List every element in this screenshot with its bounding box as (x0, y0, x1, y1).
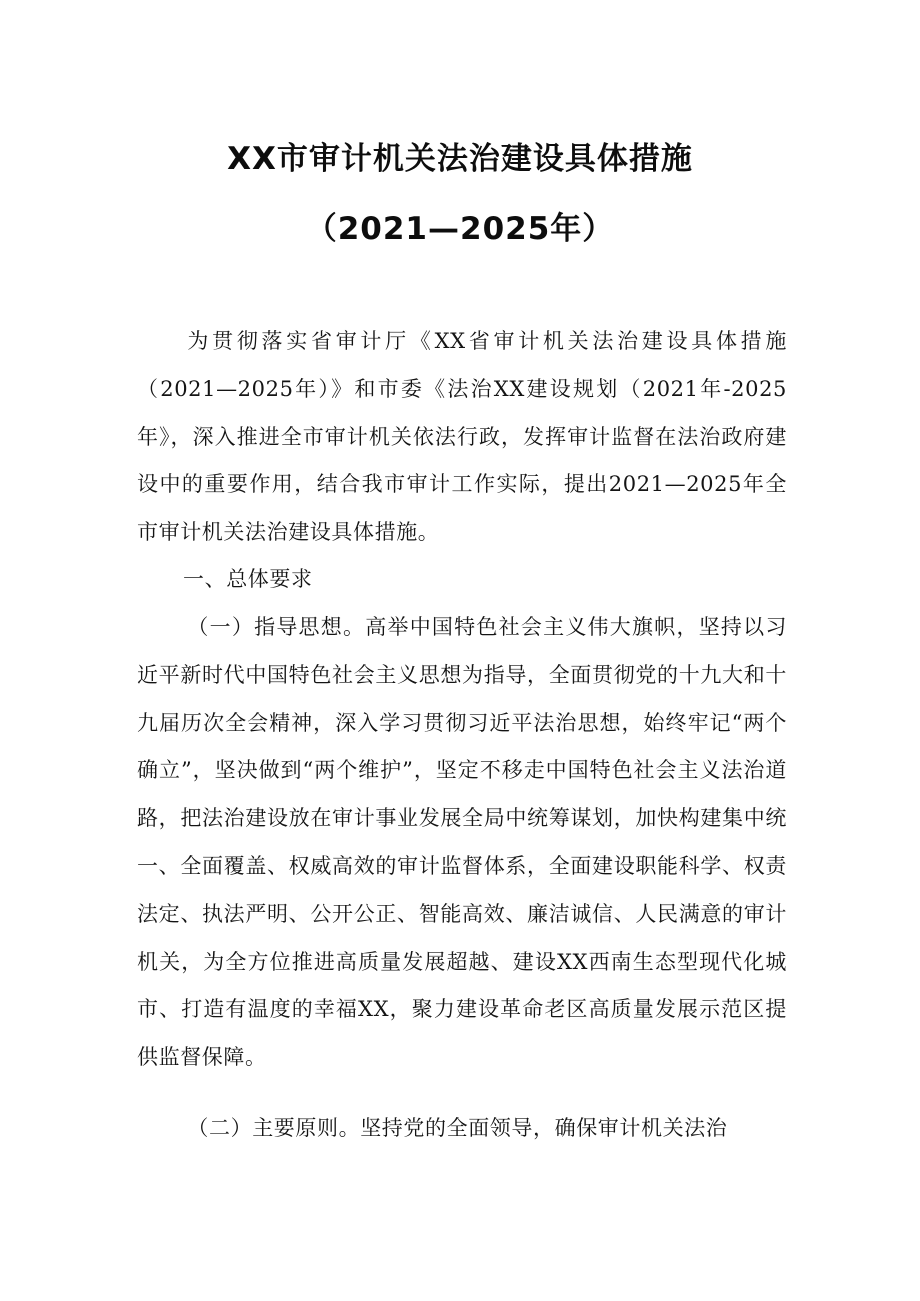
intro-paragraph-block (137, 318, 787, 557)
main-principles-paragraph: （二）主要原则。坚持党的全面领导，确保审计机关法治 (187, 1116, 728, 1140)
main-principles-block (137, 1105, 787, 1153)
document-title: XX市审计机关法治建设具体措施 (227, 141, 693, 177)
guiding-ideology-paragraph: （一）指导思想。高举中国特色社会主义伟大旗帜，坚持以习近平新时代中国特色社会主义思想为指导，全面贯彻党的十九大和十九届历次全会精神，深入学习贯彻习近平法治思想，始终牢记“两个确立”，坚决做到“两个维护”，坚定不移走中国特色社会主义法治道路，把法治建设放在审计事业发展全局中统筹谋划，加快构建集中统一、全面覆盖、权威高效的审计监督体系，全面建设职能科学、权责法定、执法严明、公开公正、智能高效、廉洁诚信、人民满意的审计机关，为全方位推进高质量发展超越、建设XX西南生态型现代化城市、打造有温度的幸福XX，聚力建设革命老区高质量发展示范区提供监督保障。 (137, 615, 787, 1070)
section-heading-general-requirements: 一、总体要求 (183, 567, 313, 591)
document-subtitle-years: （2021—2025年） (305, 211, 615, 247)
guiding-ideology-block (137, 604, 787, 1082)
intro-paragraph: 为贯彻落实省审计厅《XX省审计机关法治建设具体措施（2021—2025年）》和市委《法治XX建设规划（2021年-2025年》，深入推进全市审计机关依法行政，发挥审计监督在法治政府建设中的重要作用，结合我市审计工作实际，提出2021—2025年全市审计机关法治建设具体措施。 (137, 329, 787, 545)
